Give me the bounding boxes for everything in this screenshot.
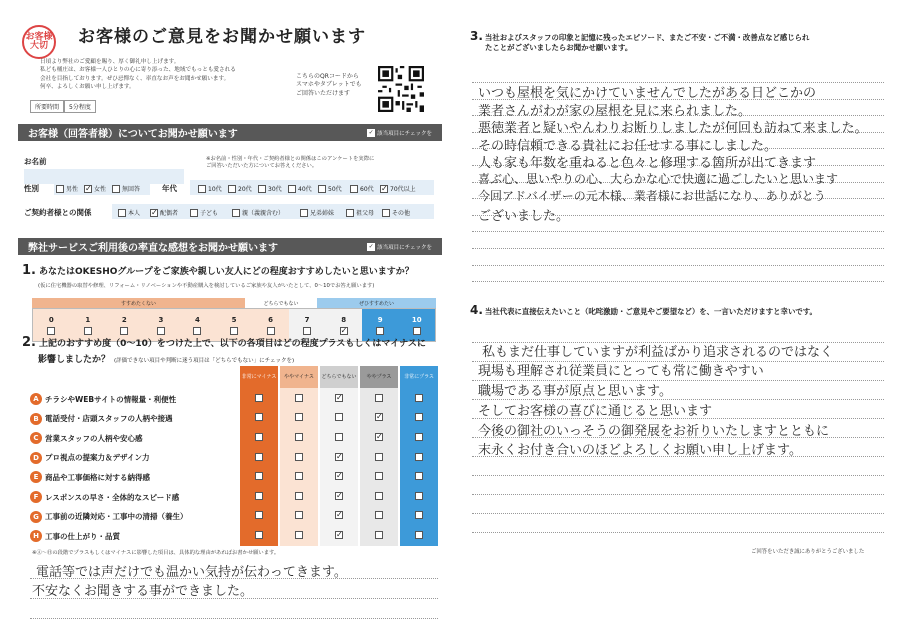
item-letter-icon: B [30,413,42,425]
age-option[interactable] [288,184,312,193]
rating-cell[interactable] [360,525,398,545]
q2-answer-line: 不安なくお聞きする事ができました。 [32,584,254,599]
q3-text-2: たことがございましたらお聞かせ願います。 [485,43,633,52]
item-letter-icon: D [30,452,42,464]
checkbox[interactable] [318,185,326,193]
checkbox[interactable] [267,327,275,335]
relation-option-label: 子ども [200,210,219,217]
age-label: 年代 [162,184,177,193]
section-title: 弊社サービスご利用後の率直な感想をお聞かせ願います [28,243,278,254]
rating-cell[interactable] [400,388,438,408]
scale-number: 7 [304,315,310,324]
rating-item-label: プロ視点の提案力＆デザイン力 [45,453,150,463]
scale-group-neutral: どちらでもない [245,298,317,308]
check-note [367,243,432,251]
gender-option-label: 無回答 [122,186,141,193]
checkbox[interactable] [255,492,263,500]
checkbox-checked[interactable]: ✓ [85,183,92,193]
item-letter-icon: A [30,393,42,405]
rating-cell[interactable] [280,466,318,486]
gender-option-label: 女性 [94,186,107,193]
age-option[interactable] [318,184,342,193]
page-title: お客様のご意見をお聞かせ願います [78,27,366,47]
rating-cell[interactable] [280,408,318,428]
rating-cell[interactable] [320,506,358,526]
rating-cell[interactable] [240,466,278,486]
relation-option[interactable] [382,208,410,217]
checkbox[interactable] [375,511,383,519]
checkbox[interactable] [255,453,263,461]
age-option[interactable] [380,184,416,193]
relation-option[interactable] [232,208,284,217]
rating-column [240,366,278,546]
rating-item [30,490,179,504]
checkbox[interactable] [295,492,303,500]
checkbox[interactable] [47,327,55,335]
checkbox[interactable] [258,185,266,193]
gender-option-none[interactable] [112,184,140,193]
relation-option[interactable] [118,208,140,217]
relation-option[interactable] [150,208,178,217]
checkbox-checked[interactable]: ✓ [376,412,383,422]
rating-cell[interactable] [280,525,318,545]
name-note [206,156,374,170]
checkbox[interactable] [415,472,423,480]
rating-cell[interactable] [280,388,318,408]
section-title: お客様（回答者様）についてお聞かせ願います [28,129,238,140]
scale-number: 5 [231,315,237,324]
checkbox-checked[interactable]: ✓ [336,529,343,539]
q1-text [22,263,414,278]
rating-column [400,366,438,546]
checkbox-checked[interactable]: ✓ [376,431,383,441]
age-option-label: 20代 [238,186,252,193]
rating-column-header: ややプラス [360,366,398,388]
nps-scale [32,298,436,342]
rating-cell[interactable] [240,525,278,545]
rating-cell[interactable] [400,408,438,428]
rating-column [280,366,318,546]
rating-item-label: 商品や工事価格に対する納得感 [45,472,150,482]
item-letter-icon: G [30,511,42,523]
name-note-line: ご回答いただいた方についてお答えください。 [206,163,318,169]
checkbox[interactable] [193,327,201,335]
rating-cell[interactable] [400,506,438,526]
rating-cell[interactable] [400,427,438,447]
q4-answer-line: 職場である事が原点と思います。 [478,384,672,399]
intro-line: 何卒、よろしくお願い申し上げます。 [40,84,135,91]
q4-text [470,305,817,317]
checkbox[interactable] [382,209,390,217]
checkbox[interactable] [415,492,423,500]
qr-caption-line: ご回答いただけます [296,89,351,97]
scale-number: 8 [341,315,347,324]
relation-option[interactable] [190,208,218,217]
rating-item [30,470,150,484]
q3-question-1: 当社およびスタッフの印象と記憶に残ったエピソード、またご不安・ご不満・改善点など感じられ [484,33,810,42]
rating-column [320,366,358,546]
q3-answer-line: 今回アドバイザーの元木様、業者様にお世話になり、ありがとう [478,189,826,203]
q3-answer-line: いつも屋根を気にかけていませんでしたがある日どこかの [478,86,817,101]
checkbox[interactable] [375,472,383,480]
q2-answer-line: 電話等では声だけでも温かい気持が伝わってきます。 [36,565,347,580]
q2-footnote: ※Ⓐ～Ⓗの段階でプラスもしくはマイナスに影響した項目は、具体的な理由があればお書かせ願います。 [32,550,280,556]
relation-option-label: その他 [392,210,411,217]
checkbox[interactable] [413,327,421,335]
checkbox[interactable] [84,327,92,335]
relation-option-label: 兄弟姉妹 [310,210,335,217]
checkbox[interactable] [295,433,303,441]
relation-option-label: 配偶者 [160,210,179,217]
rating-column-header: 非常にプラス [400,366,438,388]
age-option-label: 60代 [360,186,374,193]
rating-cell[interactable] [240,486,278,506]
q3-answer-line: 悪徳業者と疑いやんわりお断りしましたが何回も訪ねて来ました。 [478,121,868,136]
q3-answer-line: 業者さんがわが家の屋根を見に来られました。 [478,103,752,119]
rating-cell[interactable] [360,408,398,428]
age-option[interactable] [350,184,374,193]
item-letter-icon: H [30,530,42,542]
age-option-label: 10代 [208,186,222,193]
checkbox-checked[interactable]: ✓ [336,451,343,461]
ruled-line [472,281,884,282]
rating-cell[interactable] [280,486,318,506]
intro-text [40,58,300,92]
checkbox[interactable] [190,209,198,217]
relation-option[interactable] [346,208,374,217]
q3-answer-line: 喜ぶ心、思いやりの心、大らかな心で快適に過ごしたいと思います [478,171,839,186]
rating-cell[interactable] [240,408,278,428]
checkbox[interactable] [255,413,263,421]
age-option-label: 50代 [328,186,342,193]
age-option-label: 40代 [298,186,312,193]
relation-option-label: 本人 [128,210,141,217]
ruled-line [472,265,884,266]
rating-item-label: 工事の仕上がり・品質 [45,531,120,541]
checkbox[interactable] [350,185,358,193]
relation-option[interactable] [300,208,334,217]
q3-number: 3. [470,29,483,43]
rating-cell[interactable] [320,525,358,545]
ruled-line [472,475,884,476]
scale-number: 9 [377,315,383,324]
checkbox[interactable] [228,185,236,193]
name-label: お名前 [24,157,47,166]
scale-number: 1 [85,315,91,324]
q1-sub: (仮に住宅機器の取替や修理、リフォーム・リノベーションや不動産購入を検討しているご家族や友人がいたとして、0～10でお答え願います) [38,283,375,289]
scale-number: 0 [48,315,54,324]
q3-answer-line: ございました。 [478,208,570,224]
checkbox[interactable] [56,185,64,193]
checkbox[interactable] [295,531,303,539]
checkbox[interactable] [230,327,238,335]
q2-number: 2. [22,335,36,350]
q3-answer-line: 人も家も年数を重ねると色々と修理する箇所が出てきます [478,156,817,171]
rating-cell[interactable] [320,408,358,428]
q4-answer-line: 末永くお付き合いのほどよろしくお願い申し上げます。 [478,443,802,458]
section-bar-customer [18,124,442,141]
scale-group-positive: ぜひすすめたい [317,298,436,308]
rating-cell[interactable] [360,506,398,526]
qr-caption-line: こちらのQRコードから [296,73,359,80]
q4-answer-line: 現場も理解され従業員にとっても常に働きやすい [478,364,764,379]
qr-caption-line: スマホやタブレットでも [296,81,362,89]
rating-cell[interactable] [400,466,438,486]
checkbox[interactable] [335,413,343,421]
checkbox[interactable] [255,531,263,539]
q1-question: あなたはOKESHOグループをご家族や親しい友人にどの程度おすすめしたいと思いますか？ [38,267,414,277]
ruled-line [472,248,884,249]
check-note [367,129,432,137]
checkbox[interactable] [415,531,423,539]
time-box [30,100,96,113]
checkbox[interactable] [376,327,384,335]
scale-group-negative: すすめたくない [32,298,245,308]
checkbox-checked[interactable]: ✓ [336,471,343,481]
q2-text [22,337,426,350]
checkbox[interactable] [112,185,120,193]
rating-item [30,510,188,524]
rating-cell[interactable] [320,388,358,408]
q1-number: 1. [22,263,36,278]
rating-item [30,451,149,465]
q4-answer-line: そしてお客様の喜びに通じると思います [478,404,713,419]
check-icon: ✓ [368,242,374,250]
intro-line: 私ども桶庄は、お客様一人ひとりの心に寄り添った、地域でもっとも愛される [40,67,236,74]
relation-label: ご契約者様との関係 [24,208,92,217]
check-note-text: 該当項目にチェックを [377,244,432,251]
checkbox[interactable] [295,413,303,421]
item-letter-icon: F [30,491,42,503]
q2-question-1: 上記のおすすめ度（0～10）をつけた上で、以下の各項目はどの程度プラスもしくはマイナスに [38,339,426,349]
rating-cell[interactable] [360,388,398,408]
checkbox-checked[interactable]: ✓ [336,392,343,402]
intro-line: 日頃より弊社のご愛顧を賜り、厚く御礼申し上げます。 [40,59,180,65]
checkbox-checked[interactable]: ✓ [340,325,348,335]
age-option[interactable] [198,184,222,193]
section-bar-impression [18,238,442,255]
checkbox[interactable] [375,394,383,402]
checkbox[interactable] [120,327,128,335]
q4-answer-line: 私もまだ仕事していますが利益ばかり追求されるのではなく [482,345,834,360]
q4-question: 当社代表に直接伝えたいこと（叱咤激励・ご意見やご要望など）を、一言いただけますと幸いです。 [484,307,817,316]
scale-number: 2 [121,315,127,324]
rating-item-label: 工事前の近隣対応・工事中の清掃（養生） [45,512,188,522]
relation-option-label: 祖父母 [356,210,375,217]
scale-number: 3 [158,315,164,324]
rating-item [30,392,176,406]
rating-cell[interactable] [240,506,278,526]
rating-cell[interactable] [360,486,398,506]
rating-cell[interactable] [400,447,438,467]
relation-option-label: 親（義親含む） [242,210,285,217]
scale-number: 6 [268,315,273,324]
rating-column [360,366,398,546]
rating-cell[interactable] [360,427,398,447]
ruled-line [472,494,884,495]
rating-cell[interactable] [240,388,278,408]
q2-sub: (評価できない項目や判断に迷う項目は「どちらでもない」にチェックを) [114,358,295,364]
checkbox[interactable] [375,492,383,500]
rating-item-label: 営業スタッフの人柄や安心感 [45,433,143,443]
checkbox[interactable] [415,511,423,519]
rating-cell[interactable] [360,466,398,486]
rating-cell[interactable] [320,447,358,467]
time-label: 所要時間 [30,100,64,113]
rating-item-label: レスポンスの早さ・全体的なスピード感 [45,492,180,502]
rating-column-header: ややマイナス [280,366,318,388]
checkbox-checked[interactable]: ✓ [336,490,343,500]
q3-text [470,31,809,43]
qr-caption [296,73,362,98]
stamp-logo: お客様 大切 [22,25,56,59]
rating-column-header: 非常にマイナス [240,366,278,388]
checkbox[interactable] [295,511,303,519]
rating-item [30,412,173,426]
q3-answer-line: その時信頼できる貴社にお任せする事にしました。 [478,138,778,154]
checkbox[interactable] [335,433,343,441]
q2-text-2 [38,352,294,365]
age-option[interactable] [258,184,282,193]
age-option[interactable] [228,184,252,193]
checkbox[interactable] [415,413,423,421]
ruled-line [472,532,884,533]
thanks-text: ご回答をいただき誠にありがとうございました [751,549,865,555]
qr-code-icon[interactable] [378,66,424,112]
checkbox[interactable] [288,185,296,193]
rating-item-label: チラシやWEBサイトの情報量・利便性 [45,394,177,404]
checkbox[interactable] [255,394,263,402]
rating-cell[interactable] [280,427,318,447]
checkbox[interactable] [346,209,354,217]
checkbox[interactable] [255,472,263,480]
checkbox[interactable] [255,433,263,441]
rating-cell[interactable] [320,486,358,506]
age-option-label: 70代以上 [390,186,416,193]
rating-cell[interactable] [400,525,438,545]
rating-item [30,529,120,543]
rating-item-label: 電話受付・店頭スタッフの人柄や接遇 [45,414,173,424]
checkbox-checked[interactable]: ✓ [336,510,343,520]
rating-cell[interactable] [280,506,318,526]
checkbox[interactable] [295,394,303,402]
checkbox[interactable] [415,394,423,402]
checkbox[interactable] [303,327,311,335]
intro-line: 会社を目指しております。ぜひ忌憚なく、率直なお声をお聞かせ願います。 [40,75,230,82]
rating-cell[interactable] [360,447,398,467]
age-option-label: 30代 [268,186,282,193]
checkbox[interactable] [415,433,423,441]
q4-answer-line: 今後の御社のいっそうの御発展をお祈りいたしますとともに [478,424,830,439]
scale-number: 4 [195,315,200,324]
checkbox[interactable] [295,472,303,480]
checkbox[interactable] [232,209,240,217]
checkbox[interactable] [255,511,263,519]
rating-cell[interactable] [240,427,278,447]
item-letter-icon: C [30,432,42,444]
rating-column-header: どちらでもない [320,366,358,388]
rating-item [30,431,143,445]
ruled-line [472,231,884,232]
q4-number: 4. [470,303,483,317]
checkbox[interactable] [300,209,308,217]
checkbox[interactable] [118,209,126,217]
time-value: 5分程度 [64,100,96,113]
gender-option-male[interactable] [56,184,78,193]
rating-cell[interactable] [240,447,278,467]
scale-number: 10 [411,315,422,324]
item-letter-icon: E [30,471,42,483]
name-note-line: ※お名前・性別・年代・ご契約者様との関係はこのアンケートを実際に [206,156,375,162]
ruled-line [472,513,884,514]
rating-cell[interactable] [320,466,358,486]
checkbox[interactable] [157,327,165,335]
rating-cell[interactable] [320,427,358,447]
checkbox-checked[interactable]: ✓ [381,183,388,193]
rating-table [30,366,438,546]
gender-option-label: 男性 [66,186,79,193]
rating-cell[interactable] [400,486,438,506]
check-note-text: 該当項目にチェックを [377,130,432,137]
checkbox[interactable] [375,453,383,461]
q2-question-2: 影響しましたか？ [38,355,111,365]
gender-label: 性別 [24,184,39,193]
checkbox[interactable] [198,185,206,193]
checkbox[interactable] [415,453,423,461]
gender-option-female[interactable] [84,184,106,193]
rating-cell[interactable] [280,447,318,467]
checkbox[interactable] [375,531,383,539]
check-icon: ✓ [368,128,374,136]
checkbox-checked[interactable]: ✓ [151,207,158,217]
checkbox[interactable] [295,453,303,461]
ruled-line [30,618,438,619]
